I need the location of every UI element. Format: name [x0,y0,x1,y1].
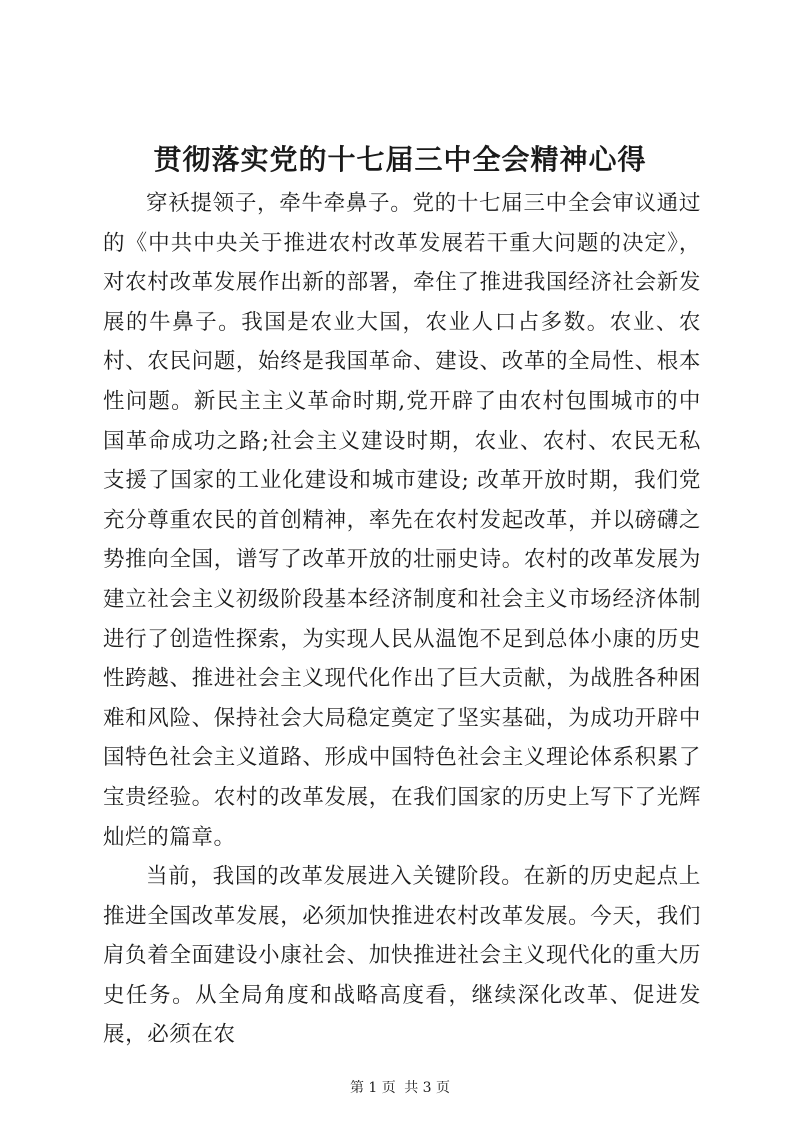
paragraph-1: 穿袄提领子，牵牛牵鼻子。党的十七届三中全会审议通过的《中共中央关于推进农村改革发展若干重大问题的决定》，对农村改革发展作出新的部署，牵住了推进我国经济社会新发展的牛鼻子。我国是农业大国，农业人口占多数。农业、农村、农民问题，始终是我国革命、建设、改革的全局性、根本性问题。新民主主义革命时期,党开辟了由农村包围城市的中国革命成功之路;社会主义建设时期，农业、农村、农民无私支援了国家的工业化建设和城市建设; 改革开放时期，我们党充分尊重农民的首创精神，率先在农村发起改革，并以磅礴之势推向全国，谱写了改革开放的壮丽史诗。农村的改革发展为建立社会主义初级阶段基本经济制度和社会主义市场经济体制进行了创造性探索，为实现人民从温饱不足到总体小康的历史性跨越、推进社会主义现代化作出了巨大贡献，为战胜各种困难和风险、保持社会大局稳定奠定了坚实基础，为成功开辟中国特色社会主义道路、形成中国特色社会主义理论体系积累了宝贵经验。农村的改革发展，在我们国家的历史上写下了光辉灿烂的篇章。 [103,191,701,850]
page-number: 第 1 页 [349,1080,396,1096]
page-title: 贯彻落实党的十七届三中全会精神心得 [153,143,647,176]
page-footer [0,1078,800,1098]
paragraph-2: 当前，我国的改革发展进入关键阶段。在新的历史起点上推进全国改革发展，必须加快推进农村改革发展。今天，我们肩负着全面建设小康社会、加快推进社会主义现代化的重大历史任务。从全局角度和战略高度看，继续深化改革、促进发展，必须在农 [103,864,701,1048]
page-total: 共 3 页 [404,1080,451,1096]
document-body [103,184,701,1055]
